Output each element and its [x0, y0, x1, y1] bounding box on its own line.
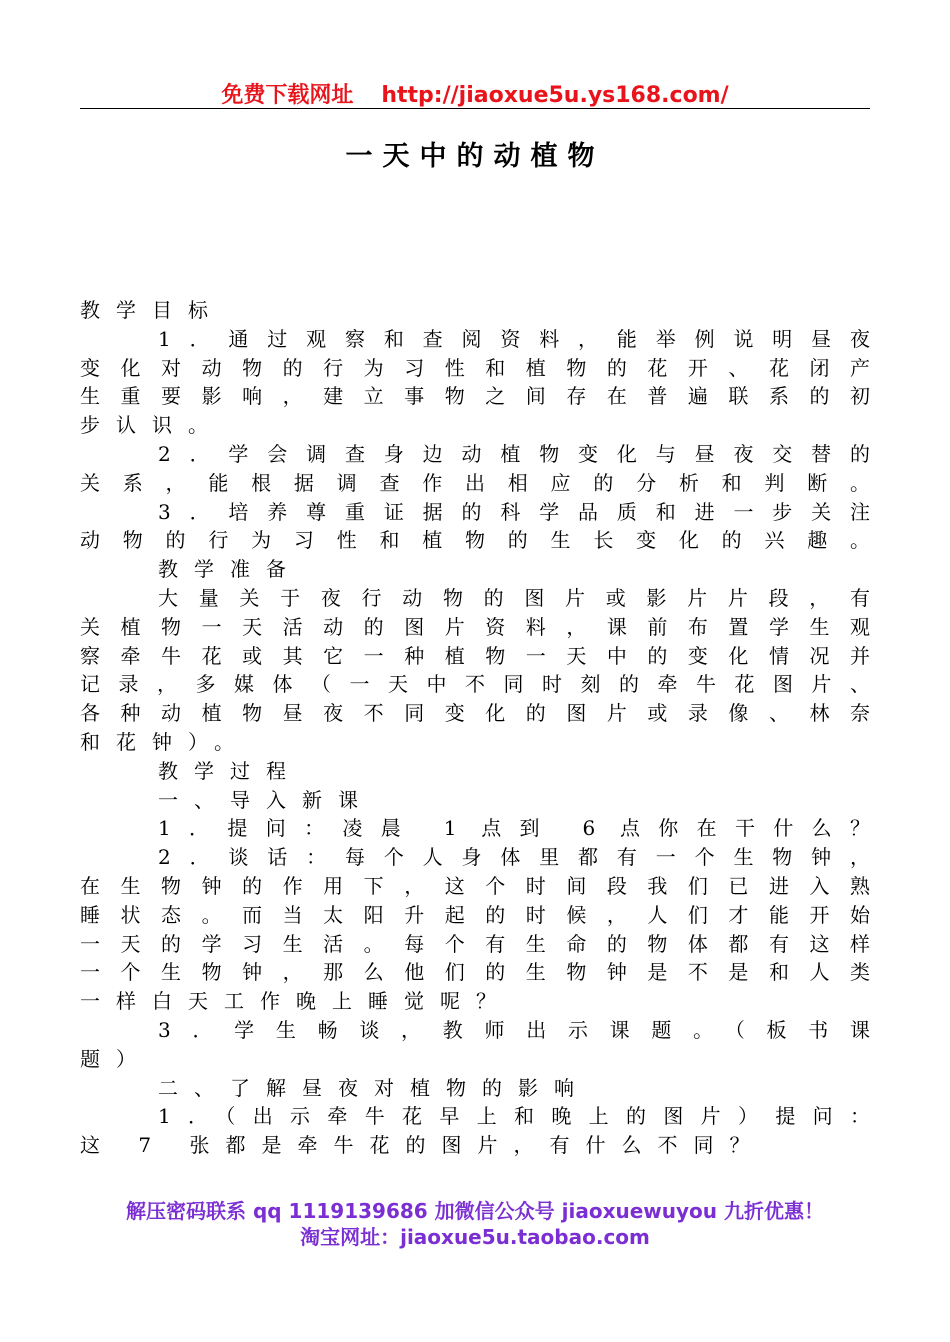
page-title: 一天中的动植物: [345, 141, 605, 172]
text-line: 睡状态。而当太阳升起的时候，人们才能开始: [80, 902, 870, 927]
text-line: 各种动植物昼夜不同变化的图片或录像、林奈: [80, 701, 870, 726]
text-line: 1．（出示牵牛花早上和晚上的图片）提问：: [158, 1104, 870, 1129]
text-line: 一样白天工作晚上睡觉呢？: [80, 989, 512, 1014]
text-line: 一天的学习生活。每个有生命的物体都有这样: [80, 931, 870, 956]
text-line: 1．提问：凌晨 1 点到 6 点你在干什么？: [158, 816, 870, 841]
text-line: 3．培养尊重证据的科学品质和进一步关注: [158, 499, 870, 524]
text-line: 一个生物钟，那么他们的生物钟是不是和人类: [80, 960, 870, 985]
text-line: 1．通过观察和查阅资料，能举例说明昼夜: [158, 326, 870, 351]
text-line: 一、导入新课: [158, 787, 374, 812]
header-label: 免费下载网址: [221, 83, 354, 108]
text-line: 关系，能根据调查作出相应的分析和判断。: [80, 470, 870, 495]
text-line: 察牵牛花或其它一种植物一天中的变化情况并: [80, 643, 870, 668]
text-line: 教学准备: [158, 557, 302, 582]
text-line: 题）: [80, 1046, 152, 1071]
text-line: 大量关于夜行动物的图片或影片片段，有: [158, 585, 870, 610]
footer-contact-line: 解压密码联系 qq 1119139686 加微信公众号 jiaoxuewuyou 九折优惠！: [126, 1199, 824, 1223]
text-line: 记录，多媒体（一天中不同时刻的牵牛花图片、: [80, 672, 870, 697]
text-line: 和花钟）。: [80, 729, 250, 754]
text-line: 这 7 张都是牵牛花的图片，有什么不同？: [80, 1133, 766, 1158]
text-line: 动物的行为习性和植物的生长变化的兴趣。: [80, 528, 870, 553]
text-line: 3．学生畅谈，教师出示课题。（板书课: [158, 1017, 870, 1042]
header-banner: [0, 78, 950, 109]
footer-shop-line[interactable]: 淘宝网址：jiaoxue5u.taobao.com: [300, 1225, 650, 1249]
text-line: 二、了解昼夜对植物的影响: [158, 1075, 590, 1100]
text-line: 2．学会调查身边动植物变化与昼夜交替的: [158, 441, 870, 466]
document-body: [80, 296, 870, 1160]
text-line: 生重要影响，建立事物之间存在普遍联系的初: [80, 384, 870, 409]
text-line: 在生物钟的作用下，这个时间段我们已进入熟: [80, 873, 870, 898]
header-url-link[interactable]: http://jiaoxue5u.ys168.com/: [381, 83, 729, 108]
text-line: 关植物一天活动的图片资料，课前布置学生观: [80, 614, 870, 639]
text-line: 教学目标: [80, 298, 224, 322]
text-line: 教学过程: [158, 758, 302, 783]
text-line: 2．谈话：每个人身体里都有一个生物钟，: [158, 845, 870, 870]
text-line: 步认识。: [80, 413, 224, 438]
text-line: 变化对动物的行为习性和植物的花开、花闭产: [80, 355, 870, 380]
header-divider: [80, 108, 870, 109]
footer-banner: [0, 1198, 950, 1250]
